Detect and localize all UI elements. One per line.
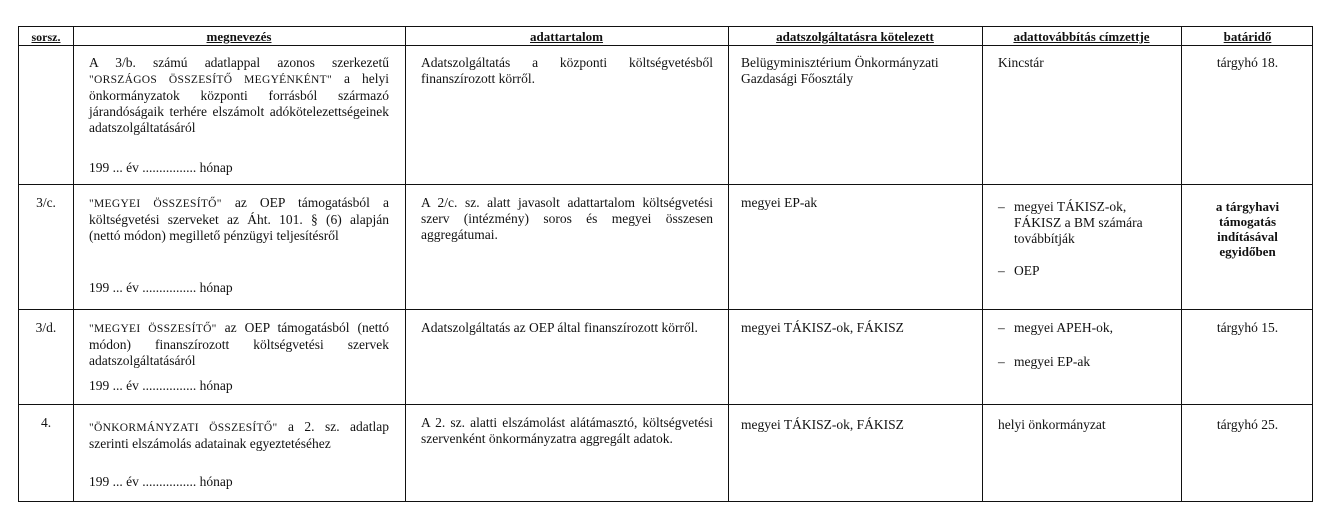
column-divider	[405, 27, 406, 501]
row-recipient	[998, 199, 1158, 279]
column-divider	[982, 27, 983, 501]
name-caps: "ORSZÁGOS ÖSSZESÍTŐ MEGYÉNKÉNT"	[89, 74, 332, 86]
header-hatarido: batáridő	[1223, 29, 1272, 44]
name-text: az OEP támogatásból a költségvetési szerveket az Áht. 101. § (6) alapján (nettó módon) megillető pénzügyi teljesítésről	[89, 195, 389, 243]
header-kotelezett: adatszolgáltatásra kötelezett	[776, 29, 934, 44]
row-divider	[19, 404, 1312, 405]
row-name	[89, 419, 389, 452]
row-number: 4.	[40, 415, 52, 430]
row-obligor: megyei EP-ak	[741, 195, 818, 210]
header-sorsz: sorsz.	[31, 30, 61, 44]
row-name	[89, 320, 389, 369]
name-caps: "MEGYEI ÖSSZESÍTŐ"	[89, 198, 222, 210]
header-megnevezes: megnevezés	[206, 29, 272, 44]
name-text: a 2. sz. adatlap szerinti elszámolás adatainak egyeztetéséhez	[89, 419, 390, 451]
row-divider	[19, 184, 1312, 185]
row-date: 199 ... év ................ hónap	[89, 160, 233, 175]
name-caps: "MEGYEI ÖSSZESÍTŐ"	[89, 323, 217, 335]
name-text: a helyi önkormányzatok központi forrásból származó járandóságaik terhére elszámolt adókötelezettségeinek adatszolgáltatásáról	[89, 71, 389, 135]
row-content: Adatszolgáltatás a központi költségvetésből finanszírozott körről.	[421, 55, 713, 86]
row-obligor: megyei TÁKISZ-ok, FÁKISZ	[741, 320, 904, 335]
recipient-item: – megyei TÁKISZ-ok, FÁKISZ a BM számára továbbítják	[998, 199, 1158, 247]
row-deadline: tárgyhó 18.	[1216, 55, 1279, 70]
row-content: Adatszolgáltatás az OEP által finanszírozott körről.	[421, 320, 698, 335]
row-number: 3/c.	[36, 195, 56, 210]
row-number: 3/d.	[35, 320, 57, 335]
header-adattartalom: adattartalom	[530, 29, 603, 44]
header-cimzett: adattovábbítás címzettje	[1013, 29, 1150, 44]
row-date: 199 ... év ................ hónap	[89, 280, 233, 295]
row-date: 199 ... év ................ hónap	[89, 378, 233, 393]
recipient-item: – OEP	[998, 263, 1158, 279]
row-recipient	[998, 320, 1173, 370]
name-text: az OEP támogatásból (nettó módon) finanszírozott költségvetési szervek adatszolgáltatásáról	[89, 320, 389, 368]
name-caps: "ÖNKORMÁNYZATI ÖSSZESÍTŐ"	[89, 422, 278, 434]
row-deadline: tárgyhó 25.	[1216, 417, 1279, 432]
row-divider	[19, 309, 1312, 310]
column-divider	[728, 27, 729, 501]
row-content: A 2. sz. alatti elszámolást alátámasztó, költségvetési szervenként önkormányzatra aggregált adatok.	[421, 415, 713, 446]
row-obligor: megyei TÁKISZ-ok, FÁKISZ	[741, 417, 904, 432]
row-content: A 2/c. sz. alatt javasolt adattartalom költségvetési szerv (intézmény) soros és megyei összesen aggregátumai.	[421, 195, 713, 242]
row-recipient: Kincstár	[998, 55, 1044, 70]
recipient-item: – megyei EP-ak	[998, 354, 1173, 370]
name-text: A 3/b. számú adatlappal azonos szerkezetű	[89, 55, 389, 70]
row-obligor: Belügyminisztérium Önkormányzati Gazdasági Főosztály	[741, 55, 939, 86]
row-name	[89, 55, 389, 136]
data-table	[18, 26, 1313, 502]
header-divider	[19, 45, 1312, 46]
row-date: 199 ... év ................ hónap	[89, 474, 233, 489]
row-deadline: a tárgyhavi támogatás indításával egyidőben	[1215, 199, 1280, 259]
row-deadline: tárgyhó 15.	[1216, 320, 1279, 335]
row-name	[89, 195, 389, 244]
column-divider	[73, 27, 74, 501]
row-recipient: helyi önkormányzat	[998, 417, 1106, 432]
recipient-item: – megyei APEH-ok,	[998, 320, 1173, 336]
